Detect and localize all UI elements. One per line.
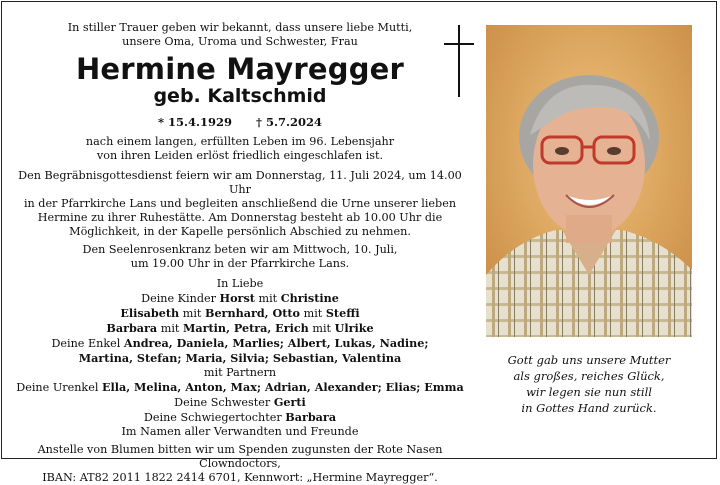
- rosary-line-1: Den Seelenrosenkranz beten wir am Mittwoch, 10. Juli,: [82, 243, 398, 256]
- great-grandchildren-line: [10, 380, 470, 395]
- partner-name: Martin, Petra, Erich: [182, 321, 309, 335]
- intro-line-1: In stiller Trauer geben wir bekannt, dass unsere liebe Mutti,: [67, 21, 413, 34]
- daughter-in-law-prefix: Deine Schwiegertochter: [143, 411, 286, 424]
- child-name: Elisabeth: [120, 306, 180, 320]
- quote-line-3: wir legen sie nun still: [526, 385, 652, 399]
- children-line-3: [10, 321, 470, 336]
- donation-line-2: IBAN: AT82 2011 1822 2414 6701, Kennwort: „Hermine Mayregger“.: [42, 471, 438, 484]
- deceased-name: Hermine Mayregger: [75, 52, 405, 86]
- children-line-2: [10, 306, 470, 321]
- quote-line-4: in Gottes Hand zurück.: [521, 401, 657, 415]
- passing-line-1: nach einem langen, erfüllten Leben im 96. Lebensjahr: [85, 135, 395, 148]
- sister-name: Gerti: [273, 395, 306, 409]
- portrait-photo: [486, 25, 692, 337]
- funeral-line-3: Hermine zu ihrer Ruhestätte. Am Donnerstag besteht ab 10.00 Uhr die: [37, 211, 443, 224]
- children-prefix: Deine Kinder: [141, 292, 220, 305]
- with-text: mit: [308, 322, 335, 335]
- obituary-text: [10, 21, 470, 485]
- child-name: Horst: [219, 291, 255, 305]
- partner-name: Steffi: [325, 306, 360, 320]
- grandchildren-names: Martina, Stefan; Maria, Silvia; Sebastian, Valentina: [78, 351, 402, 365]
- passing-line-2: von ihren Leiden erlöst friedlich eingeschlafen ist.: [96, 149, 384, 162]
- memorial-quote: [486, 352, 692, 416]
- in-liebe: In Liebe: [216, 277, 264, 290]
- with-partners: mit Partnern: [203, 366, 277, 379]
- daughter-in-law-line: [10, 410, 470, 425]
- intro-line-2: unsere Oma, Uroma und Schwester, Frau: [122, 35, 358, 48]
- children-line: [10, 291, 470, 306]
- daughter-in-law-name: Barbara: [285, 410, 337, 424]
- rosary-line-2: um 19.00 Uhr in der Pfarrkirche Lans.: [130, 257, 350, 270]
- donation-line-1: Anstelle von Blumen bitten wir um Spenden zugunsten der Rote Nasen Clowndoctors,: [37, 443, 443, 470]
- funeral-line-1: Den Begräbnisgottesdienst feiern wir am Donnerstag, 11. Juli 2024, um 14.00 Uhr: [18, 169, 462, 196]
- birth-date: * 15.4.1929: [157, 115, 232, 129]
- with-text: mit: [254, 292, 281, 305]
- with-text: mit: [300, 307, 326, 320]
- grandchildren-line-1: [10, 336, 470, 351]
- with-text: mit: [179, 307, 205, 320]
- great-grandchildren-names: Ella, Melina, Anton, Max; Adrian, Alexander; Elias; Emma: [101, 380, 464, 394]
- partner-name: Christine: [280, 291, 339, 305]
- quote-line-1: Gott gab uns unsere Mutter: [507, 353, 671, 367]
- maiden-name: geb. Kaltschmid: [153, 85, 327, 107]
- grandchildren-line-2: [10, 351, 470, 366]
- great-grandchildren-prefix: Deine Urenkel: [16, 381, 102, 394]
- sister-line: [10, 395, 470, 410]
- partner-name: Bernhard, Otto: [204, 306, 301, 320]
- with-text: mit: [157, 322, 183, 335]
- relatives-line: Im Namen aller Verwandten und Freunde: [121, 425, 359, 438]
- life-dates: [10, 115, 470, 129]
- quote-line-2: als großes, reiches Glück,: [513, 369, 665, 383]
- cross-icon: [444, 25, 474, 97]
- grandchildren-prefix: Deine Enkel: [51, 337, 124, 350]
- partner-name: Ulrike: [334, 321, 374, 335]
- death-date: † 5.7.2024: [256, 115, 323, 129]
- grandchildren-names: Andrea, Daniela, Marlies; Albert, Lukas, Nadine;: [123, 336, 429, 350]
- sister-prefix: Deine Schwester: [174, 396, 274, 409]
- child-name: Barbara: [106, 321, 158, 335]
- funeral-line-2: in der Pfarrkirche Lans und begleiten anschließend die Urne unserer lieben: [23, 197, 457, 210]
- funeral-line-4: Möglichkeit, in der Kapelle persönlich Abschied zu nehmen.: [69, 225, 411, 238]
